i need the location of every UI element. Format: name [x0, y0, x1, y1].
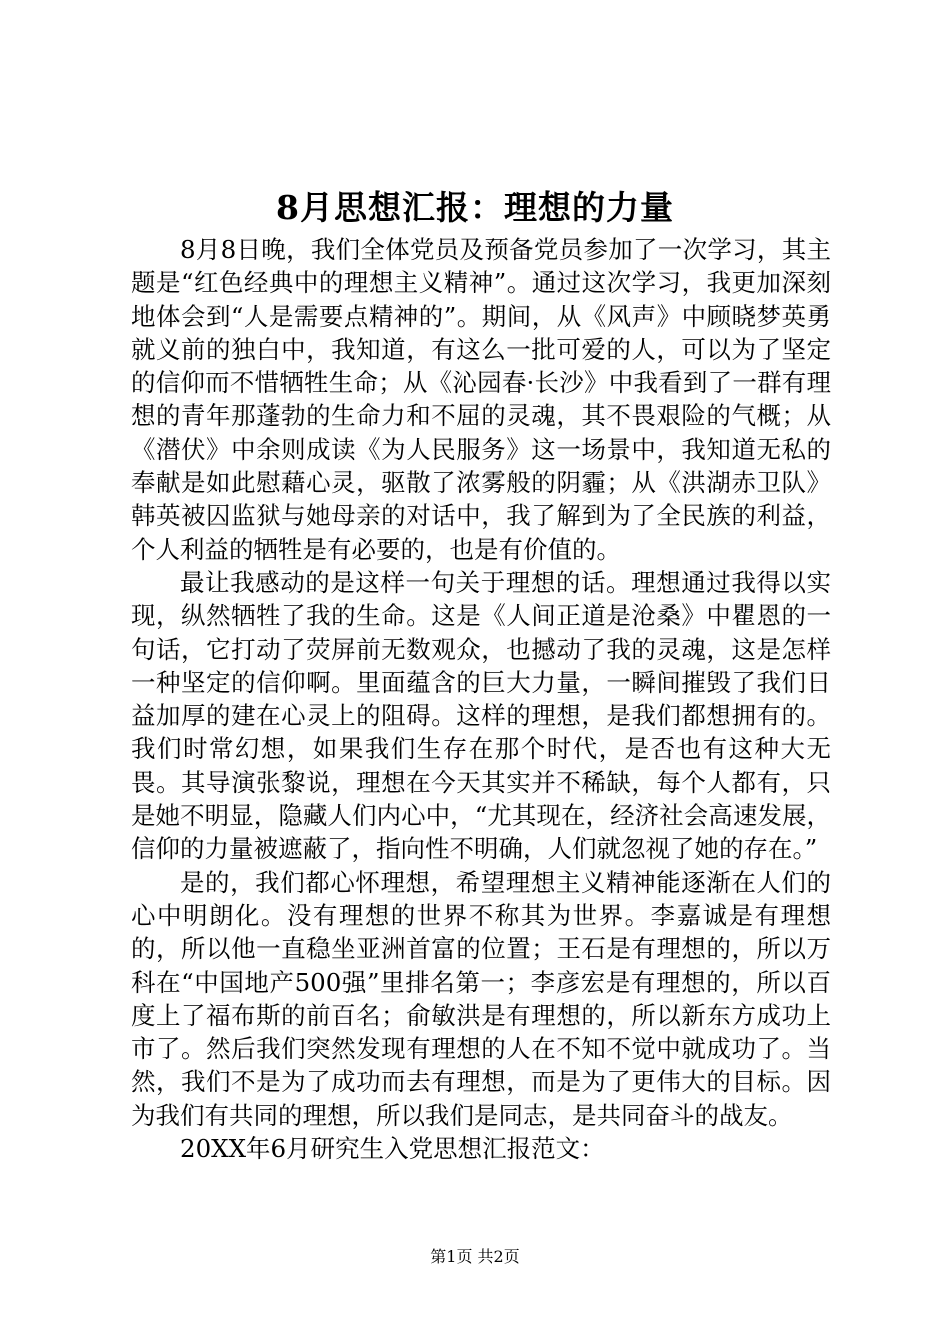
paragraph-3: 是的，我们都心怀理想，希望理想主义精神能逐渐在人们的心中明朗化。没有理想的世界不称其为世界。李嘉诚是有理想的，所以他一直稳坐亚洲首富的位置；王石是有理想的，所以万科在“中国地产500强”里排名第一；李彦宏是有理想的，所以百度上了福布斯的前百名；俞敏洪是有理想的，所以新东方成功上市了。然后我们突然发现有理想的人在不知不觉中就成功了。当然，我们不是为了成功而去有理想，而是为了更伟大的目标。因为我们有共同的理想，所以我们是同志，是共同奋斗的战友。 [131, 867, 831, 1130]
page-footer: 第1页 共2页 [430, 1247, 520, 1266]
paragraph-4: 20XX年6月研究生入党思想汇报范文： [180, 1134, 605, 1164]
document-title: 8月思想汇报：理想的力量 [276, 188, 674, 227]
document-body [131, 233, 831, 1165]
paragraph-2: 最让我感动的是这样一句关于理想的话。理想通过我得以实现，纵然牺牲了我的生命。这是《人间正道是沧桑》中瞿恩的一句话，它打动了荧屏前无数观众，也撼动了我的灵魂，这是怎样一种坚定的信仰啊。里面蕴含的巨大力量，一瞬间摧毁了我们日益加厚的建在心灵上的阻碍。这样的理想，是我们都想拥有的。我们时常幻想，如果我们生存在那个时代，是否也有这种大无畏。其导演张黎说，理想在今天其实并不稀缺，每个人都有，只是她不明显，隐藏人们内心中，“尤其现在，经济社会高速发展，信仰的力量被遮蔽了，指向性不明确，人们就忽视了她的存在。” [131, 567, 831, 864]
paragraph-1: 8月8日晚，我们全体党员及预备党员参加了一次学习，其主题是“红色经典中的理想主义精神”。通过这次学习，我更加深刻地体会到“人是需要点精神的”。期间，从《风声》中顾晓梦英勇就义前的独白中，我知道，有这么一批可爱的人，可以为了坚定的信仰而不惜牺牲生命；从《沁园春·长沙》中我看到了一群有理想的青年那蓬勃的生命力和不屈的灵魂，其不畏艰险的气概；从《潜伏》中余则成读《为人民服务》这一场景中，我知道无私的奉献是如此慰藉心灵，驱散了浓雾般的阴霾；从《洪湖赤卫队》韩英被囚监狱与她母亲的对话中，我了解到为了全民族的利益，个人利益的牺牲是有必要的，也是有价值的。 [131, 235, 831, 564]
